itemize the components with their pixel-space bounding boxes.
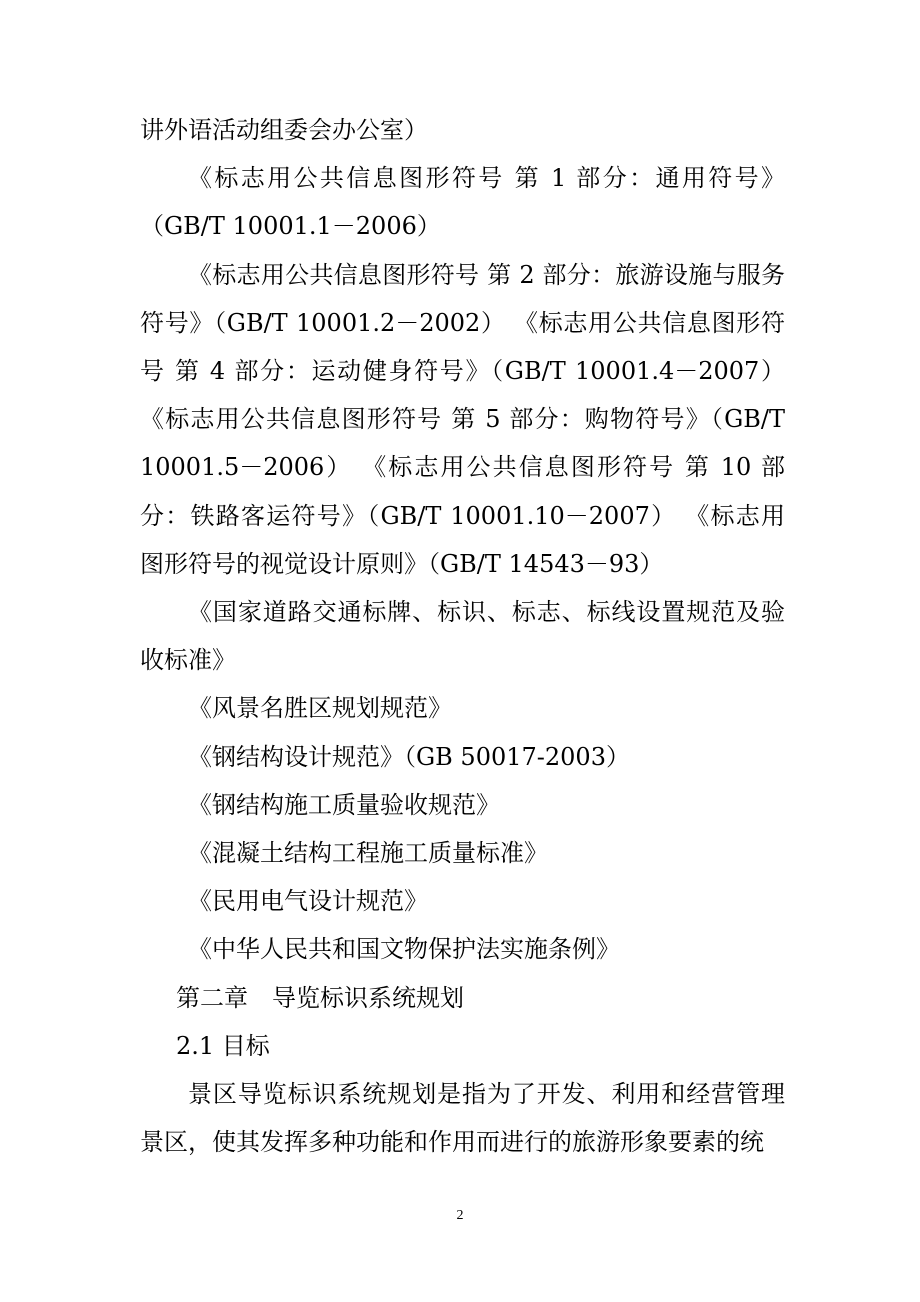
body-paragraph: 景区导览标识系统规划是指为了开发、利用和经营管理景区，使其发挥多种功能和作用而进行的旅游形象要素的统	[140, 1080, 785, 1157]
reference-item: 《钢结构施工质量验收规范》	[188, 790, 500, 819]
reference-item: 《钢结构设计规范》（GB 50017-2003）	[188, 742, 630, 771]
paragraph-continuation: 讲外语活动组委会办公室）	[140, 116, 428, 144]
reference-item: 《民用电气设计规范》	[188, 887, 428, 916]
reference-item: 《中华人民共和国文物保护法实施条例》	[188, 935, 620, 964]
reference-item: 《标志用公共信息图形符号 第 2 部分：旅游设施与服务符号》（GB/T 10001.2－2002） 《标志用公共信息图形符号 第 4 部分：运动健身符号》（GB/T 10001.4－2007） 《标志用公共信息图形符号 第 5 部分：购物符号》（GB/T 10001.5－2006） 《标志用公共信息图形符号 第 10 部分：铁路客运符号》（GB/T 10001.10－2007） 《标志用图形符号的视觉设计原则》（GB/T 14543－93）	[140, 260, 785, 578]
chapter-heading: 第二章 导览标识系统规划	[176, 983, 464, 1012]
reference-item: 《混凝土结构工程施工质量标准》	[188, 839, 548, 868]
reference-item: 《风景名胜区规划规范》	[188, 694, 452, 723]
document-body	[140, 106, 785, 1166]
section-heading: 2.1 目标	[176, 1031, 270, 1060]
reference-item: 《国家道路交通标牌、标识、标志、标线设置规范及验收标准》	[140, 598, 785, 675]
reference-item: 《标志用公共信息图形符号 第 1 部分：通用符号》（GB/T 10001.1－2006）	[140, 164, 785, 241]
page-number: 2	[456, 1208, 464, 1223]
